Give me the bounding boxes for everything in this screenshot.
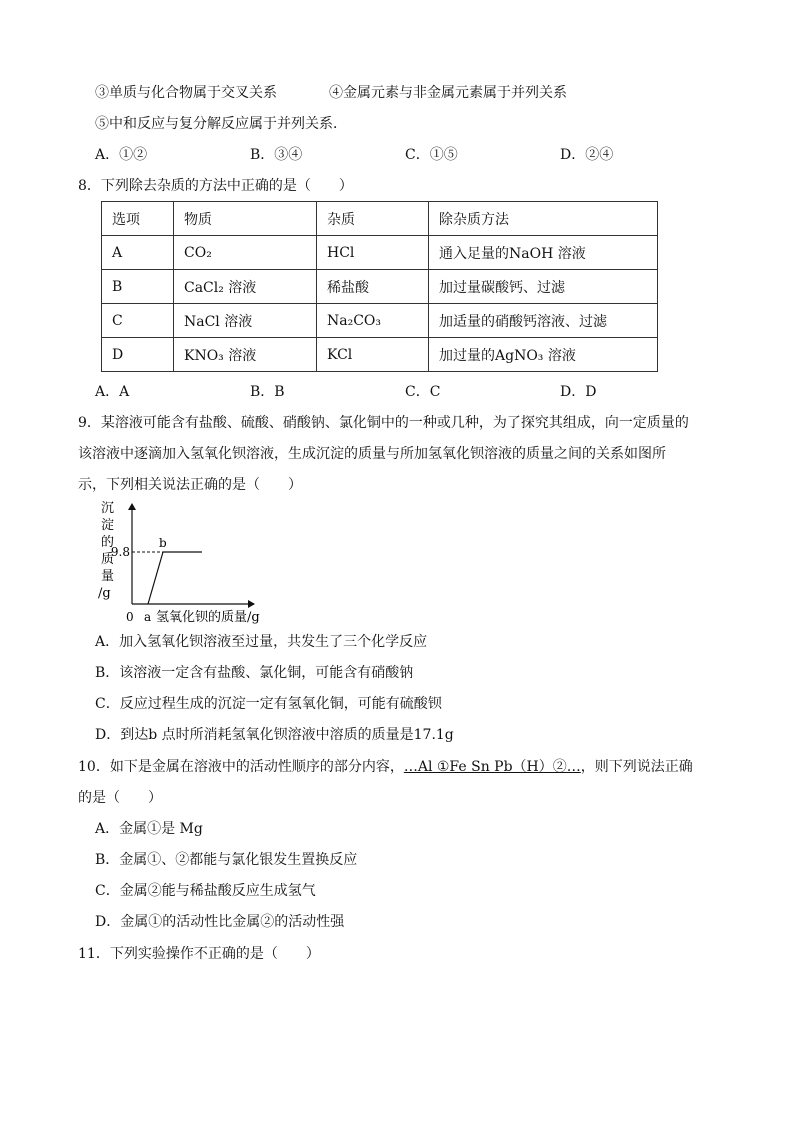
- table-cell: 加适量的硝酸钙溶液、过滤: [429, 304, 658, 338]
- table-cell: NaCl 溶液: [174, 304, 317, 338]
- q8-options: [95, 381, 735, 401]
- q9-option-c[interactable]: C．反应过程生成的沉淀一定有氢氧化铜，可能有硫酸钡: [95, 696, 442, 712]
- table-cell: KCl: [317, 338, 429, 372]
- q9-option-a[interactable]: A．加入氢氧化钡溶液至过量，共发生了三个化学反应: [95, 634, 428, 650]
- q7-item-4: ④金属元素与非金属元素属于并列关系: [329, 85, 567, 101]
- table-cell: Na₂CO₃: [317, 304, 429, 338]
- q7-option-d[interactable]: D．②④: [560, 147, 614, 163]
- y-axis-label-char: 的: [101, 535, 115, 550]
- q9-stem-line-2: 该溶液中逐滴加入氢氧化钡溶液，生成沉淀的质量与所加氢氧化钡溶液的质量之间的关系如图所: [78, 446, 666, 462]
- q8-option-b[interactable]: B．B: [250, 384, 285, 400]
- table-header-cell: 除杂质方法: [429, 202, 658, 236]
- precipitate-mass-chart: [92, 498, 272, 626]
- q9-chart: [92, 498, 272, 630]
- y-axis-label-char: 沉: [101, 501, 115, 516]
- y-value-label: 9.8: [110, 545, 130, 559]
- q8-option-a[interactable]: A．A: [95, 384, 130, 400]
- table-header-cell: 物质: [174, 202, 317, 236]
- q7-option-c[interactable]: C．①⑤: [405, 147, 458, 163]
- q7-option-a[interactable]: A．①②: [95, 147, 148, 163]
- x-axis-label: 氢氧化钡的质量/g: [156, 610, 260, 625]
- q9-option-d[interactable]: D．到达b 点时所消耗氢氧化钡溶液中溶质的质量是17.1g: [95, 727, 454, 743]
- table-cell: HCl: [317, 236, 429, 270]
- y-axis-label-char: 量: [101, 569, 115, 584]
- table-header-row: [102, 202, 658, 236]
- q9-stem-line-1: 9．某溶液可能含有盐酸、硫酸、硝酸钠、氯化铜中的一种或几种，为了探究其组成，向一定质量的: [78, 415, 689, 431]
- table-cell: CO₂: [174, 236, 317, 270]
- table-cell: CaCl₂ 溶液: [174, 270, 317, 304]
- table-cell: 加过量碳酸钙、过滤: [429, 270, 658, 304]
- q11-stem: 11．下列实验操作不正确的是（ ）: [78, 946, 320, 962]
- q7-item-3: ③单质与化合物属于交叉关系: [95, 85, 277, 101]
- table-cell: D: [102, 338, 174, 372]
- q9-option-b[interactable]: B．该溶液一定含有盐酸、氯化铜，可能含有硝酸钠: [95, 665, 414, 681]
- table-cell: 通入足量的NaOH 溶液: [429, 236, 658, 270]
- table-cell: 加过量的AgNO₃ 溶液: [429, 338, 658, 372]
- table-header-cell: 杂质: [317, 202, 429, 236]
- table-cell: C: [102, 304, 174, 338]
- q10-option-c[interactable]: C．金属②能与稀盐酸反应生成氢气: [95, 883, 316, 899]
- table-row: [102, 270, 658, 304]
- table-row: [102, 338, 658, 372]
- q10-stem-post: ，则下列说法正确: [580, 759, 693, 775]
- table-cell: A: [102, 236, 174, 270]
- y-axis-label-char: 质: [101, 552, 115, 567]
- q10-option-b[interactable]: B．金属①、②都能与氯化银发生置换反应: [95, 852, 358, 868]
- series-rise-line: [148, 552, 163, 604]
- q10-stem-line-2: 的是（ ）: [78, 790, 162, 806]
- table-cell: 稀盐酸: [317, 270, 429, 304]
- q10-stem: [78, 756, 693, 776]
- table-row: [102, 236, 658, 270]
- activity-sequence: …Al ①Fe Sn Pb（H）②…: [403, 759, 581, 775]
- q10-option-a[interactable]: A．金属①是 Mg: [95, 821, 203, 837]
- q9-stem-line-3: 示，下列相关说法正确的是（ ）: [78, 477, 302, 493]
- point-a-label: a: [144, 610, 152, 624]
- q8-option-d[interactable]: D．D: [560, 384, 597, 400]
- point-b-label: b: [159, 536, 167, 550]
- q7-item-5: ⑤中和反应与复分解反应属于并列关系．: [95, 116, 347, 132]
- table-header-cell: 选项: [102, 202, 174, 236]
- origin-label: 0: [126, 610, 134, 624]
- q8-table: [101, 201, 658, 372]
- y-axis-label-char: 淀: [101, 518, 115, 533]
- y-axis-label-char: /g: [98, 586, 111, 601]
- q8-stem: 8．下列除去杂质的方法中正确的是（ ）: [78, 178, 353, 194]
- q7-option-b[interactable]: B．③④: [250, 147, 303, 163]
- q10-stem-pre: 10．如下是金属在溶液中的活动性顺序的部分内容，: [78, 759, 404, 775]
- table-row: [102, 304, 658, 338]
- table-cell: B: [102, 270, 174, 304]
- q8-option-c[interactable]: C．C: [405, 384, 441, 400]
- q10-option-d[interactable]: D．金属①的活动性比金属②的活动性强: [95, 914, 345, 930]
- table-cell: KNO₃ 溶液: [174, 338, 317, 372]
- q7-options: [95, 144, 735, 164]
